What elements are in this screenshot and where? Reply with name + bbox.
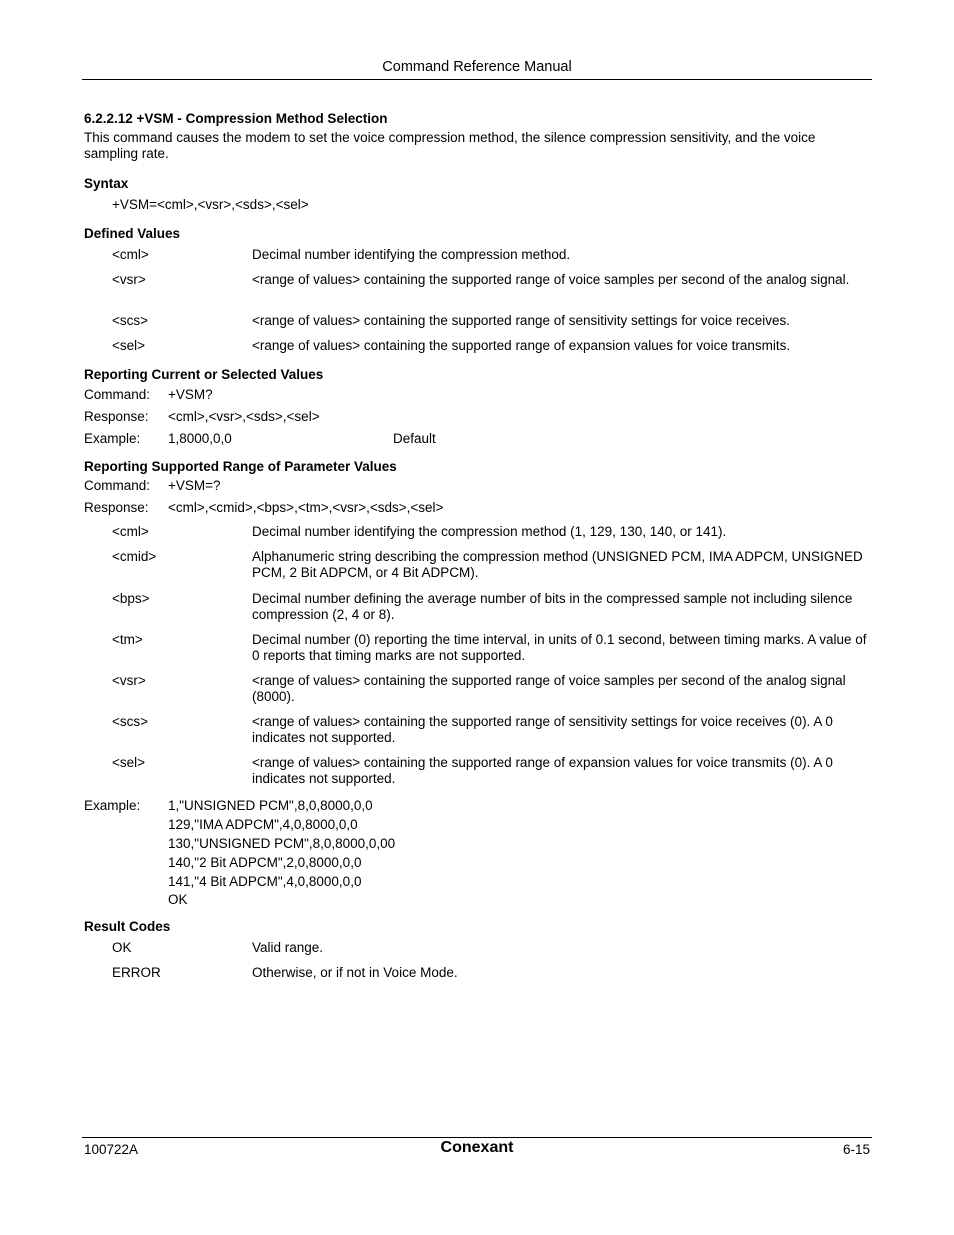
parameter-desc: <range of values> containing the supported range of sensitivity settings for voice receives (0). A 0 indicates not supported. (252, 714, 833, 745)
parameter-desc: Alphanumeric string describing the compression method (UNSIGNED PCM, IMA ADPCM, UNSIGNED PCM, 2 Bit ADPCM, or 4 Bit ADPCM). (252, 549, 863, 580)
parameter-desc: Decimal number identifying the compression method (1, 129, 130, 140, or 141). (252, 524, 727, 539)
syntax-heading: Syntax (84, 176, 129, 191)
example-line: 141,"4 Bit ADPCM",4,0,8000,0,0 (168, 874, 362, 889)
response-label: Response: (84, 409, 149, 424)
command-label: Command: (84, 387, 151, 402)
footer-rule (82, 1137, 872, 1138)
example-note: Default (393, 431, 436, 446)
example-line: 1,"UNSIGNED PCM",8,0,8000,0,0 (168, 798, 373, 813)
parameter-desc: <range of values> containing the supported range of voice samples per second of the analog signal (8000). (252, 673, 846, 704)
response-label: Response: (84, 500, 149, 515)
running-header: Command Reference Manual (382, 59, 572, 75)
response-value: <cml>,<vsr>,<sds>,<sel> (168, 409, 320, 424)
parameter-term: <sel> (112, 755, 146, 770)
example-line: 130,"UNSIGNED PCM",8,0,8000,0,00 (168, 836, 396, 851)
reporting-supported-heading: Reporting Supported Range of Parameter Values (84, 459, 397, 474)
result-code: ERROR (112, 965, 161, 980)
parameter-term: <vsr> (112, 673, 146, 688)
command-value: +VSM=? (168, 478, 221, 493)
command-label: Command: (84, 478, 151, 493)
section-intro: This command causes the modem to set the voice compression method, the silence compression sensitivity, and the voice sampling rate. (84, 130, 816, 161)
result-code-desc: Valid range. (252, 940, 324, 955)
parameter-term: <cmid> (112, 549, 157, 564)
defined-desc: <range of values> containing the supported range of voice samples per second of the analog signal. (252, 272, 850, 287)
defined-values-heading: Defined Values (84, 226, 181, 241)
result-code: OK (112, 940, 132, 955)
response-value: <cml>,<cmid>,<bps>,<tm>,<vsr>,<sds>,<sel> (168, 500, 444, 515)
example-line: 129,"IMA ADPCM",4,0,8000,0,0 (168, 817, 358, 832)
defined-term: <scs> (112, 313, 149, 328)
footer-doc-number: 100722A (84, 1142, 139, 1157)
parameter-term: <tm> (112, 632, 143, 647)
command-value: +VSM? (168, 387, 213, 402)
footer-company: Conexant (440, 1139, 514, 1156)
header-rule (82, 79, 872, 80)
example-label: Example: (84, 431, 141, 446)
example-line: 140,"2 Bit ADPCM",2,0,8000,0,0 (168, 855, 362, 870)
defined-desc: Decimal number identifying the compression method. (252, 247, 571, 262)
parameter-desc: Decimal number (0) reporting the time interval, in units of 0.1 second, between timing marks. A value of 0 reports that timing marks are not supported. (252, 632, 867, 663)
parameter-term: <scs> (112, 714, 149, 729)
parameter-term: <cml> (112, 524, 149, 539)
footer-page-number: 6-15 (842, 1142, 870, 1157)
defined-desc: <range of values> containing the supported range of expansion values for voice transmits. (252, 338, 791, 353)
result-code-desc: Otherwise, or if not in Voice Mode. (252, 965, 458, 980)
parameter-desc: <range of values> containing the supported range of expansion values for voice transmits (0). A 0 indicates not supported. (252, 755, 833, 786)
defined-term: <sel> (112, 338, 146, 353)
defined-desc: <range of values> containing the supported range of sensitivity settings for voice receives. (252, 313, 791, 328)
defined-term: <cml> (112, 247, 149, 262)
result-codes-heading: Result Codes (84, 919, 171, 934)
example-label: Example: (84, 798, 141, 813)
example-value: 1,8000,0,0 (168, 431, 232, 446)
defined-term: <vsr> (112, 272, 146, 287)
parameter-desc: Decimal number defining the average number of bits in the compressed sample not including silence compression (2, 4 or 8). (252, 591, 853, 622)
parameter-term: <bps> (112, 591, 150, 606)
example-line: OK (168, 892, 188, 907)
reporting-current-heading: Reporting Current or Selected Values (84, 367, 324, 382)
section-heading: 6.2.2.12 +VSM - Compression Method Selection (84, 111, 388, 126)
syntax-text: +VSM=<cml>,<vsr>,<sds>,<sel> (112, 197, 309, 212)
